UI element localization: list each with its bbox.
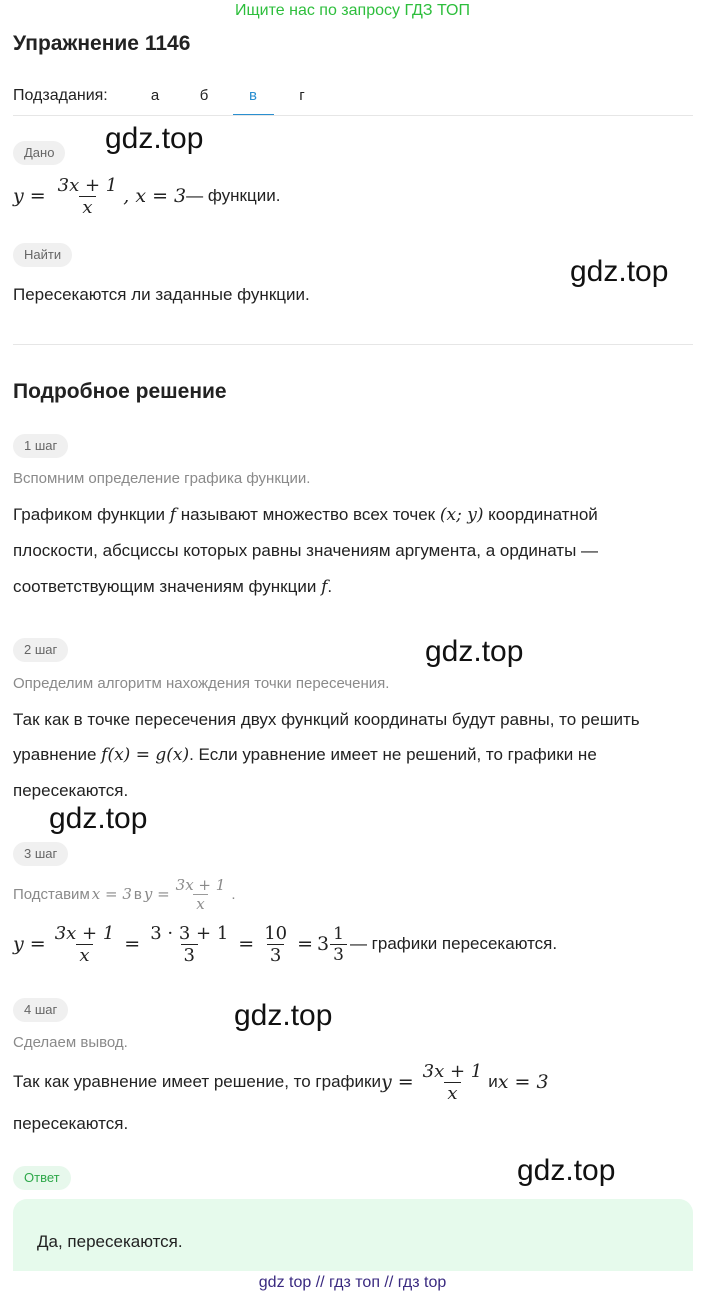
step-3-calculation [13,917,557,971]
hint-fraction [173,876,229,913]
fraction-3 [261,923,290,966]
text: и [488,1072,498,1091]
given-lhs: y [13,185,24,207]
divider [13,344,693,345]
step-1-hint: Вспомним определение графика функции. [13,470,311,487]
math-x: x = 3 [91,885,132,903]
equals: = [124,933,141,955]
step-1-line-3 [13,577,332,597]
text: . [231,885,236,903]
text: Подставим [13,885,90,903]
answer-pill: Ответ [13,1166,71,1190]
text: — графики пересекаются. [349,934,558,953]
given-fraction [55,175,121,218]
watermark: gdz.top [570,255,669,288]
tab-subtask-g[interactable]: г [299,87,305,104]
text: уравнение [13,745,102,764]
numerator: 1 [333,923,344,944]
given-x-value: , x = 3 [123,185,187,207]
denominator: x [444,1082,460,1104]
equals: = [238,933,255,955]
fraction-2 [147,923,231,966]
text: . Если уравнение имеет не решений, то графики не [189,745,597,764]
footer-links[interactable]: gdz top // гдз топ // гдз top [258,1274,447,1291]
step-4-pill: 4 шаг [13,998,68,1022]
step-3-hint [13,870,235,918]
solution-title: Подробное решение [13,380,227,403]
text: в [133,885,142,903]
subtasks-label: Подзадания: [13,87,108,104]
tab-subtask-a[interactable]: а [150,87,160,104]
watermark: gdz.top [234,999,333,1032]
math-f: f [321,577,328,597]
math-y: y = [143,885,170,903]
text: называют множество всех точек [176,505,440,524]
text: . [327,577,333,596]
step-3-pill: 3 шаг [13,842,68,866]
step-2-line-3: пересекаются. [13,781,129,800]
find-text: Пересекаются ли заданные функции. [13,285,310,304]
numerator: 3x + 1 [175,875,226,894]
denominator: 3 [181,944,198,966]
watermark: gdz.top [425,635,524,668]
denominator: x [193,894,207,913]
page-title: Упражнение 1146 [13,32,191,55]
numerator: 10 [264,922,288,944]
denominator: 3 [267,944,284,966]
step-4-hint: Сделаем вывод. [13,1034,128,1051]
fraction [420,1061,486,1104]
given-formula [13,170,280,222]
step-1-pill: 1 шаг [13,434,68,458]
math-f: f [169,505,177,525]
mixed-whole: 3 [317,933,330,955]
denominator: x [76,944,92,966]
step-2-line-2 [13,745,597,765]
divider [13,115,693,116]
step-1-line-2: плоскости, абсциссы которых равны значениям аргумента, а ординаты — [13,541,599,560]
text: соответствующим значениям функции [13,577,322,596]
tab-subtask-v[interactable]: в [249,87,257,104]
equals: = [297,933,314,955]
given-eq: = [29,185,46,207]
given-numerator: 3x + 1 [57,174,118,196]
step-2-hint: Определим алгоритм нахождения точки пересечения. [13,675,390,692]
watermark: gdz.top [49,802,148,835]
text: Графиком функции [13,505,170,524]
math-point: (x; y) [439,505,484,525]
text: Так как уравнение имеет решение, то графики [13,1072,381,1091]
math-lhs: y = [13,933,46,955]
math-x: x = 3 [497,1071,549,1093]
given-suffix: — функции. [186,186,281,205]
answer-text: Да, пересекаются. [37,1232,183,1251]
watermark: gdz.top [105,122,204,155]
tab-subtask-b[interactable]: б [199,87,209,104]
step-2-line-1: Так как в точке пересечения двух функций координаты будут равны, то решить [13,710,640,729]
promo-banner[interactable]: Ищите нас по запросу ГДЗ ТОП [235,2,470,19]
math-y: y = [380,1071,414,1093]
find-pill: Найти [13,243,72,267]
text: координатной [483,505,598,524]
mixed-fraction [330,924,347,965]
denominator: 3 [330,944,347,965]
given-pill: Дано [13,141,65,165]
numerator: 3 · 3 + 1 [150,922,229,944]
numerator: 3x + 1 [54,922,115,944]
watermark: gdz.top [517,1154,616,1187]
fraction-1 [52,923,118,966]
step-4-line-2: пересекаются. [13,1114,129,1133]
step-1-line-1 [13,505,598,525]
step-4-line-1 [13,1055,549,1109]
numerator: 3x + 1 [422,1060,483,1082]
step-2-pill: 2 шаг [13,638,68,662]
math-equation: f(x) = g(x) [101,745,190,765]
given-denominator: x [79,196,95,218]
